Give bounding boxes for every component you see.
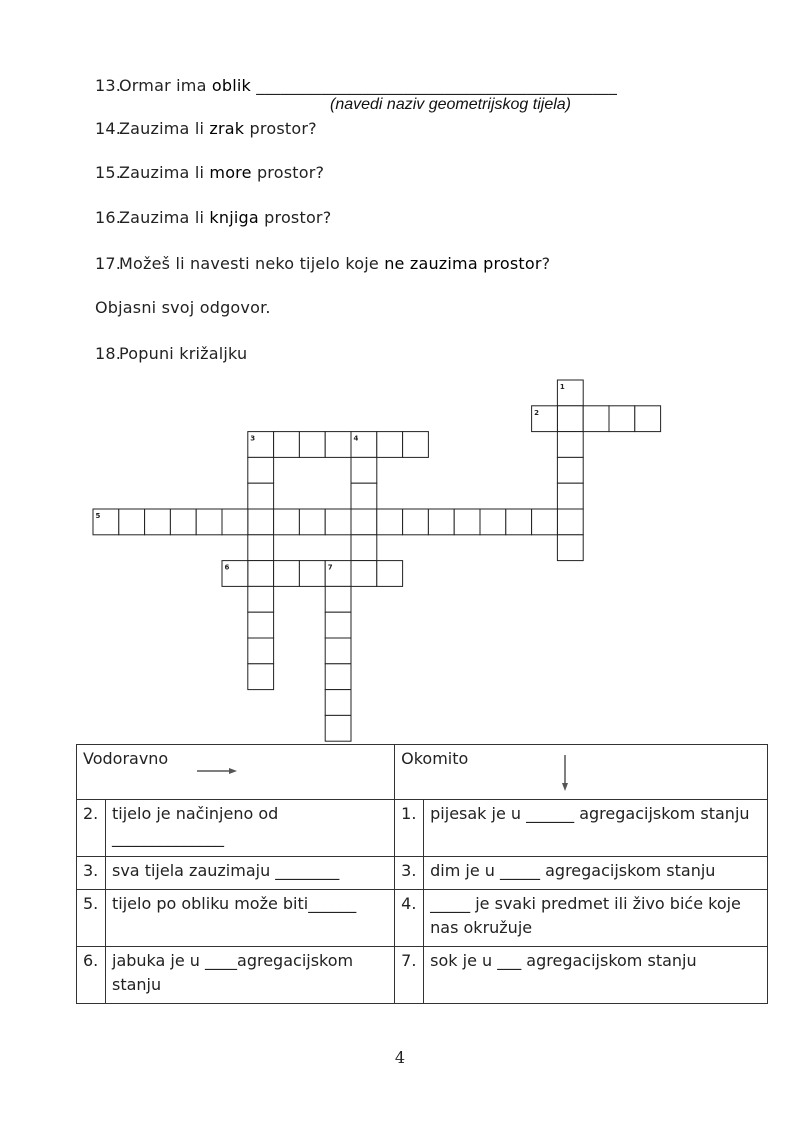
crossword-cell[interactable] [196,509,222,535]
crossword-cell[interactable] [325,664,351,690]
crossword-cell[interactable] [454,509,480,535]
crossword-cell[interactable] [93,509,119,535]
crossword-cell[interactable] [248,664,274,690]
question-number: 15. [95,163,122,182]
arrow-down-icon [559,753,571,793]
down-clue-text: pijesak je u ______ agregacijskom stanju [424,800,768,857]
crossword-cell[interactable] [299,561,325,587]
crossword-cell[interactable] [325,612,351,638]
question-number: 16. [95,208,122,227]
crossword-cell[interactable] [145,509,171,535]
clues-table [76,744,768,1004]
question-15 [95,163,324,182]
crossword-cell[interactable] [325,690,351,716]
crossword-cell[interactable] [274,432,300,458]
down-clue-number: 4. [395,890,424,947]
question-16 [95,208,331,227]
crossword-cell[interactable] [532,509,558,535]
crossword-cell[interactable] [351,457,377,483]
crossword-cell[interactable] [403,432,429,458]
crossword-cell[interactable] [351,535,377,561]
question-keyword: zrak [209,119,245,138]
question-keyword: knjiga [209,208,259,227]
explain-instruction: Objasni svoj odgovor. [95,298,271,317]
crossword-cell[interactable] [248,432,274,458]
crossword-cell[interactable] [557,380,583,406]
down-clue-text: _____ je svaki predmet ili živo biće koje nas okružuje [424,890,768,947]
crossword-cell[interactable] [351,561,377,587]
crossword-cell[interactable] [532,406,558,432]
answer-line: ____________________________________________ [250,76,618,95]
across-clue-text: tijelo je načinjeno od ______________ [106,800,395,857]
crossword-cell[interactable] [222,509,248,535]
question-keyword: ne zauzima prostor [384,254,542,273]
across-clue-number: 5. [77,890,106,947]
crossword-cell[interactable] [274,509,300,535]
crossword-cell[interactable] [274,561,300,587]
crossword-cell[interactable] [325,715,351,741]
crossword-clue-number: 3 [250,434,256,443]
crossword-cell[interactable] [248,586,274,612]
down-clue-text: sok je u ___ agregacijskom stanju [424,947,768,1004]
crossword-cell[interactable] [351,432,377,458]
question-number: 13. [95,76,122,95]
crossword-cell[interactable] [325,586,351,612]
question-17 [95,254,550,273]
crossword-cell[interactable] [557,406,583,432]
question-text: Zauzima li [119,208,210,227]
question-text-end: ? [541,254,551,273]
crossword-cell[interactable] [635,406,661,432]
question-number: 14. [95,119,122,138]
across-clue-text: tijelo po obliku može biti______ [106,890,395,947]
question-text: Zauzima li [119,163,210,182]
crossword-cell[interactable] [222,561,248,587]
down-clue-number: 1. [395,800,424,857]
clue-row [77,800,768,857]
page-number: 4 [394,1048,406,1067]
crossword-cell[interactable] [557,457,583,483]
crossword-cell[interactable] [248,535,274,561]
across-clue-number: 6. [77,947,106,1004]
crossword-cell[interactable] [377,509,403,535]
crossword-cell[interactable] [557,432,583,458]
crossword-cell[interactable] [299,509,325,535]
question-14 [95,119,317,138]
crossword-cell[interactable] [248,638,274,664]
crossword-cell[interactable] [583,406,609,432]
crossword-cell[interactable] [248,483,274,509]
across-clue-text: jabuka je u ____agregacijskom stanju [106,947,395,1004]
crossword-cell[interactable] [248,457,274,483]
crossword-cell[interactable] [428,509,454,535]
question-text-end: prostor? [244,119,317,138]
across-header: Vodoravno [83,749,169,768]
question-13 [95,76,617,95]
clue-row [77,890,768,947]
down-clue-number: 3. [395,857,424,890]
crossword-cell[interactable] [325,561,351,587]
across-header-cell [77,745,395,800]
down-header: Okomito [401,749,469,768]
question-keyword: more [209,163,252,182]
crossword-cell[interactable] [325,638,351,664]
question-number: 17. [95,254,122,273]
crossword-clue-number: 4 [353,434,359,443]
question-text: Zauzima li [119,119,210,138]
crossword-clue-number: 2 [534,408,539,417]
crossword-clue-number: 6 [224,563,230,572]
crossword-cell[interactable] [325,509,351,535]
crossword-clue-number: 5 [95,512,101,520]
crossword-cell[interactable] [377,561,403,587]
down-clue-text: dim je u _____ agregacijskom stanju [424,857,768,890]
crossword-cell[interactable] [557,535,583,561]
crossword-cell[interactable] [248,612,274,638]
crossword-clue-number: 7 [327,563,333,572]
question-text-end: prostor? [258,208,332,227]
crossword-cell[interactable] [609,406,635,432]
down-clue-number: 7. [395,947,424,1004]
crossword-cell[interactable] [248,509,274,535]
crossword-cell[interactable] [403,509,429,535]
across-clue-number: 3. [77,857,106,890]
clue-row [77,857,768,890]
crossword-cell[interactable] [480,509,506,535]
question-text: Možeš li navesti neko tijelo koje [119,254,385,273]
crossword-cell[interactable] [325,432,351,458]
crossword-cell[interactable] [377,432,403,458]
across-clue-number: 2. [77,800,106,857]
arrow-right-icon [195,765,239,777]
question-number: 18. [95,344,122,363]
crossword-cell[interactable] [248,561,274,587]
crossword-cell[interactable] [557,483,583,509]
answer-hint: (navedi naziv geometrijskog tijela) [330,96,571,113]
crossword-cell[interactable] [506,509,532,535]
crossword-cell[interactable] [119,509,145,535]
crossword-cell[interactable] [351,483,377,509]
question-keyword: oblik [211,76,251,95]
clue-row [77,947,768,1004]
question-text-end: prostor? [251,163,325,182]
crossword-cell[interactable] [299,432,325,458]
across-clue-text: sva tijela zauzimaju ________ [106,857,395,890]
question-text: Ormar ima [119,76,212,95]
question-text: Popuni križaljku [119,344,248,363]
crossword-cell[interactable] [351,509,377,535]
crossword-clue-number: 1 [559,383,565,391]
crossword-cell[interactable] [557,509,583,535]
down-header-cell [395,745,768,800]
crossword-cell[interactable] [170,509,196,535]
question-18 [95,344,247,363]
clues-header-row [77,745,768,800]
